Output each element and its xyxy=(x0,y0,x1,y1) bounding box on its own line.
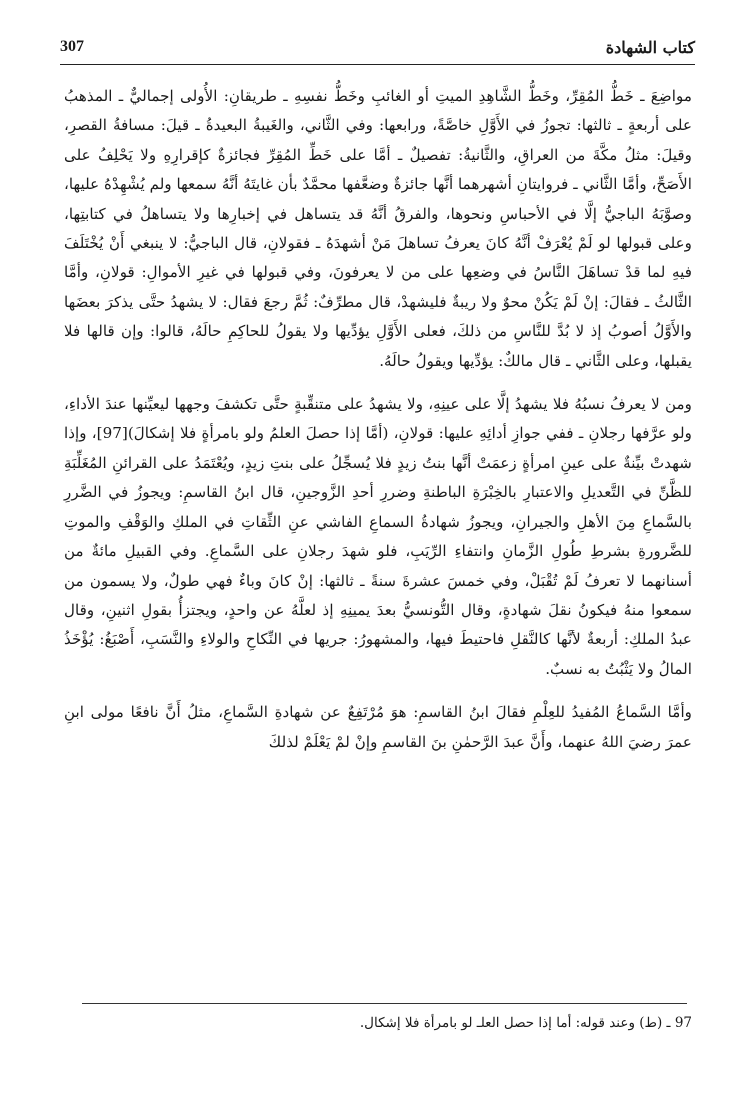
main-text xyxy=(64,82,692,757)
paragraph: مواضِعَ ـ خَطُّ المُقِرِّ، وخَطُّ الشَّاهِدِ الميتِ أو الغائبِ وخَطُّ نفسِهِ ـ طريقانِ: الأُولى إجماليٌّ ـ المذهبُ على أربعةٍ ـ ثالثها: تجوزُ في الأَوَّلِ خاصَّةً، ورابعها: وفي الثَّاني، والغَيبةُ البعيدةُ ـ قيلَ: مسافةُ القصرِ، وقيلَ: مثلُ مكَّةَ من العراقِ، والثَّانيةُ: تفصيلٌ ـ أمَّا على خَطِّ المُقِرِّ فجائزةٌ كإقرارِهِ ولا يَحْلِفُ على الأَصَحِّ، وأمَّا الثَّاني ـ فروايتانِ أشهرهما أنَّها جائزةٌ وضعَّفها محمَّدٌ بأن غايتَهُ أنَّهُ سمعها ولم يُشْهِدْهُ عليها، وصوَّبَهُ الباجيُّ إلَّا في الأحباسِ ونحوها، والفرقُ أنَّهُ قد يتساهل في إخبارِها ولا يتساهلُ في كتابتِها، وعلى قبولها لو لَمْ يُعْرَفْ أنَّهُ كانَ يعرفُ تساهلَ مَنْ أشهدَهُ ـ فقولانِ، قال الباجيُّ: لا ينبغي أَنْ يُخْتَلَفَ فيهِ لما قدْ تساهَلَ النَّاسُ في وضعِها على من لا يعرفونَ، وفي قبولها في غيرِ الأموالِ: قولانِ، وأمَّا الثَّالثُ ـ فقالَ: إنْ لَمْ يَكُنْ محوٌ ولا ريبةٌ فليشهدْ، قال مطرِّفٌ: ثُمَّ رجعَ فقال: لا يشهدُ حتَّى يذكرَ بعضَها والأَوَّلُ أصوبُ إذ لا بُدَّ للنَّاسِ من ذلكَ، فعلى الأَوَّلِ يؤدِّيها ولا يقولُ للحاكِمِ حالَهُ، قالوا: وإن قالها فلا يقبلها، وعلى الثَّاني ـ قال مالكٌ: يؤدِّيها ويقولُ حالَهُ. xyxy=(64,87,692,370)
paragraph: وأمَّا السَّماعُ المُفيدُ للعِلْمِ فقالَ ابنُ القاسمِ: هوَ مُرْتَفِعٌ عن شهادةِ السَّماعِ، مثلُ أَنَّ نافعًا مولى ابنِ عمرَ رضيَ اللهُ عنهما، وأَنَّ عبدَ الرَّحمٰنِ بنَ القاسمِ وإنْ لمْ يَعْلَمْ لذلكَ xyxy=(64,703,692,751)
page-number: 307 xyxy=(60,38,84,55)
running-header xyxy=(60,38,695,64)
footnote-divider xyxy=(82,1003,687,1004)
footnote: 97 ـ (ط) وعند قوله: أما إذا حصل العلـ لو بامرأة فلا إشكال. xyxy=(359,1015,692,1031)
paragraph: ومن لا يعرفُ نسبُهُ فلا يشهدُ إلَّا على عينِهِ، ولا يشهدُ على متنقِّبةٍ حتَّى تكشفَ وجهها ليعيِّنها عندَ الأداءِ، ولو عرَّفها رجلانِ ـ ففي جوازِ أدائِهِ عليها: قولانِ، (أمَّا إذا حصلَ العلمُ ولو بامرأةٍ فلا إشكالَ)[97]، وإذا شهدتْ بيِّنةٌ على عينِ امرأةٍ زعمَتْ أنَّها بنتُ زيدٍ فلا يُسجِّلُ على بنتِ زيدٍ، ويُعْتَمَدُ على القرائنِ المُغَلِّبَةِ للظَّنِّ في التَّعديلِ والاعتبارِ بالخِبْرَةِ الباطنةِ وضررِ أحدِ الزَّوجينِ، قال ابنُ القاسمِ: ويجوزُ في الضَّررِ بالسَّماعِ مِنَ الأهلِ والجيرانِ، ويجوزُ شهادةُ السماعِ الفاشي عنِ الثِّقاتِ في الملكِ والوَقْفِ والموتِ للضَّرورةِ بشرطِ طُولِ الزَّمانِ وانتفاءِ الرِّيَبِ، فلو شهدَ رجلانِ على السَّماعِ. وفي القبيلِ مائةٌ من أسنانهما لا تعرفُ لَمْ تُقْبَلْ، وفي خمسَ عشرةَ سنةً ـ ثالثها: إنْ كانَ وباءٌ فهي طولٌ، ولا يسمون من سمعوا منهُ فيكونُ نقلَ شهادةٍ، وقال التُّونسيُّ بعدَ يمينِهِ إذ لعلَّهُ عن واحدٍ، ويجتزأُ بقولِ اثنينِ، وقال عبدُ الملكِ: أربعةٌ لأنَّها كالنَّقلِ فاحتيطَ فيها، والمشهورُ: جريها في النِّكاحِ والولاءِ والنَّسَبِ، أَصْبَغُ: يُؤْخَذُ المالُ ولا يَثْبُتُ به نسبٌ. xyxy=(64,395,692,678)
chapter-title: كتاب الشهادة xyxy=(605,38,695,57)
header-divider xyxy=(60,64,695,65)
